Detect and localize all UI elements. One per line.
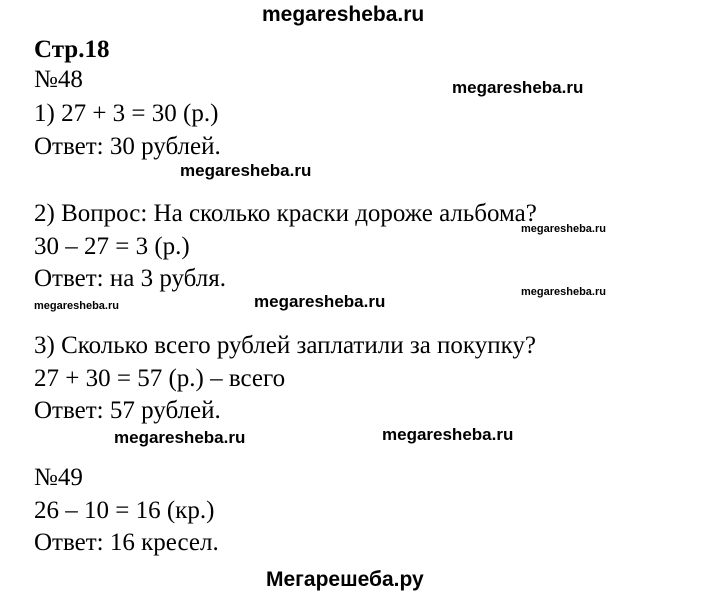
task-49-number: №49 (34, 464, 83, 491)
task-48-part2-equation: 30 – 27 = 3 (р.) (34, 233, 190, 260)
watermark-right-first: megaresheba.ru (452, 78, 584, 97)
task-49-equation: 26 – 10 = 16 (кр.) (34, 497, 215, 524)
task-48-part1-equation: 1) 27 + 3 = 30 (р.) (34, 100, 219, 127)
task-48-part3-equation: 27 + 30 = 57 (р.) – всего (34, 365, 286, 392)
task-48-part2-question: 2) Вопрос: На сколько краски дороже альбома? (34, 200, 537, 227)
watermark-middle: megaresheba.ru (254, 292, 386, 311)
task-48-part2-answer: Ответ: на 3 рубля. (34, 265, 226, 292)
watermark-top: megaresheba.ru (262, 3, 425, 26)
watermark-small-left: megaresheba.ru (34, 300, 119, 312)
task-48-part3-question: 3) Сколько всего рублей заплатили за покупку? (34, 332, 536, 359)
watermark-footer: Мегарешеба.ру (266, 568, 424, 591)
watermark-small-right-2: megaresheba.ru (521, 286, 606, 298)
task-48-number: №48 (34, 66, 83, 93)
task-48-part1-answer: Ответ: 30 рублей. (34, 133, 221, 160)
watermark-small-right-1: megaresheba.ru (521, 223, 606, 235)
task-48-part3-answer: Ответ: 57 рублей. (34, 397, 221, 424)
watermark-lower-left: megaresheba.ru (114, 428, 246, 447)
page-heading: Стр.18 (34, 36, 110, 63)
watermark-lower-right: megaresheba.ru (382, 425, 514, 444)
task-49-answer: Ответ: 16 кресел. (34, 529, 219, 556)
watermark-after-first: megaresheba.ru (180, 161, 312, 180)
